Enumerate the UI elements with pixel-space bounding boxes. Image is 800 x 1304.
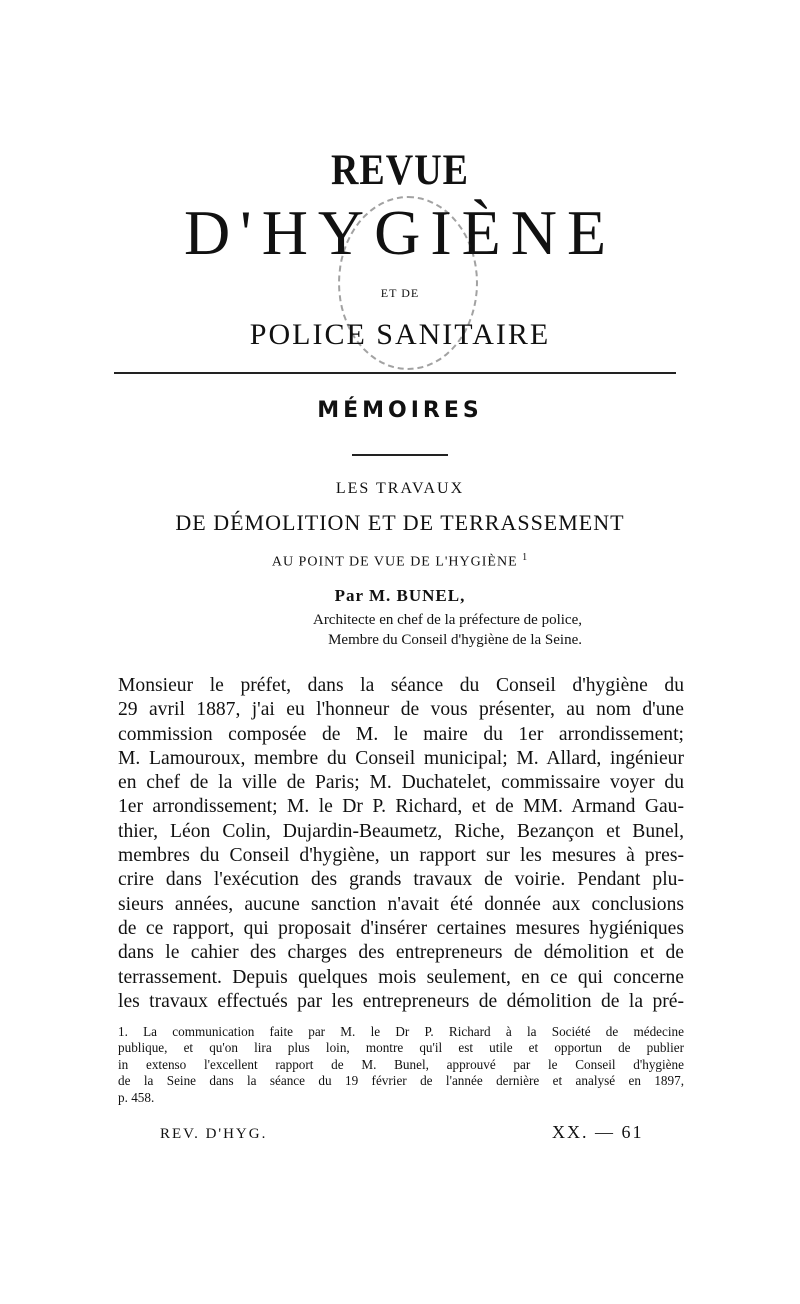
body-line: commission composée de M. le maire du 1er arrondissement;	[118, 723, 684, 745]
article-title-line1: LES TRAVAUX	[335, 480, 465, 497]
body-line: 29 avril 1887, j'ai eu l'honneur de vous présenter, au nom d'une	[118, 699, 684, 721]
body-line: thier, Léon Colin, Dujardin-Beaumetz, Riche, Bezançon et Bunel,	[118, 820, 684, 842]
signature-mark: XX. — 61	[552, 1122, 644, 1142]
article-title-line3-text: AU POINT DE VUE DE L'HYGIÈNE	[271, 554, 518, 570]
journal-title-revue: REVUE	[330, 145, 470, 195]
footnote-line: publique, et qu'on lira plus loin, montre qu'il est utile et opportun de publier	[118, 1040, 684, 1056]
running-footer: REV. D'HYG.	[160, 1126, 268, 1142]
journal-title-et-de: ET DE	[380, 286, 420, 300]
footnote-line: 1. La communication faite par M. le Dr P. Richard à la Société de médecine	[118, 1024, 684, 1039]
article-title-line2: DE DÉMOLITION ET DE TERRASSEMENT	[175, 510, 625, 535]
body-line: dans le cahier des charges des entrepreneurs de démolition et de	[118, 942, 684, 964]
author-affiliation-2: Membre du Conseil d'hygiène de la Seine.	[328, 632, 582, 648]
body-line: de ce rapport, qui proposait d'insérer certaines mesures hygiéniques	[118, 917, 684, 939]
journal-title-police: POLICE SANITAIRE	[249, 318, 551, 351]
masthead-rule	[114, 372, 676, 374]
body-line: les travaux effectués par les entrepreneurs de démolition de la pré-	[118, 990, 684, 1012]
body-line: sieurs années, aucune sanction n'avait été donnée aux conclusions	[118, 893, 684, 915]
section-heading: MÉMOIRES	[317, 398, 483, 423]
body-line: 1er arrondissement; M. le Dr P. Richard, et de MM. Armand Gau-	[118, 796, 684, 818]
body-line: Monsieur le préfet, dans la séance du Conseil d'hygiène du	[118, 675, 684, 696]
article-title-line3	[0, 552, 800, 571]
journal-title-hygiene: D'HYGIÈNE	[183, 197, 617, 268]
body-line: M. Lamouroux, membre du Conseil municipal; M. Allard, ingénieur	[118, 747, 684, 769]
body-paragraph	[118, 674, 684, 1014]
author-affiliation-1: Architecte en chef de la préfecture de police,	[312, 612, 582, 628]
footnote-line: de la Seine dans la séance du 19 février de l'année dernière et analysé en 1897,	[118, 1073, 684, 1089]
article-author: Par M. BUNEL,	[334, 586, 466, 605]
body-line: crire dans l'exécution des grands travaux de voirie. Pendant plu-	[118, 869, 684, 891]
section-rule	[352, 454, 448, 456]
body-line: en chef de la ville de Paris; M. Duchatelet, commissaire voyer du	[118, 772, 684, 794]
footnote	[118, 1024, 684, 1106]
footnote-line: p. 458.	[118, 1089, 155, 1105]
body-line: terrassement. Depuis quelques mois seulement, en ce qui concerne	[118, 966, 684, 988]
footnote-line: in extenso l'excellent rapport de M. Bunel, approuvé par le Conseil d'hygiène	[118, 1056, 684, 1072]
footnote-marker: 1	[522, 552, 529, 563]
body-line: membres du Conseil d'hygiène, un rapport sur les mesures à pres-	[118, 845, 684, 867]
